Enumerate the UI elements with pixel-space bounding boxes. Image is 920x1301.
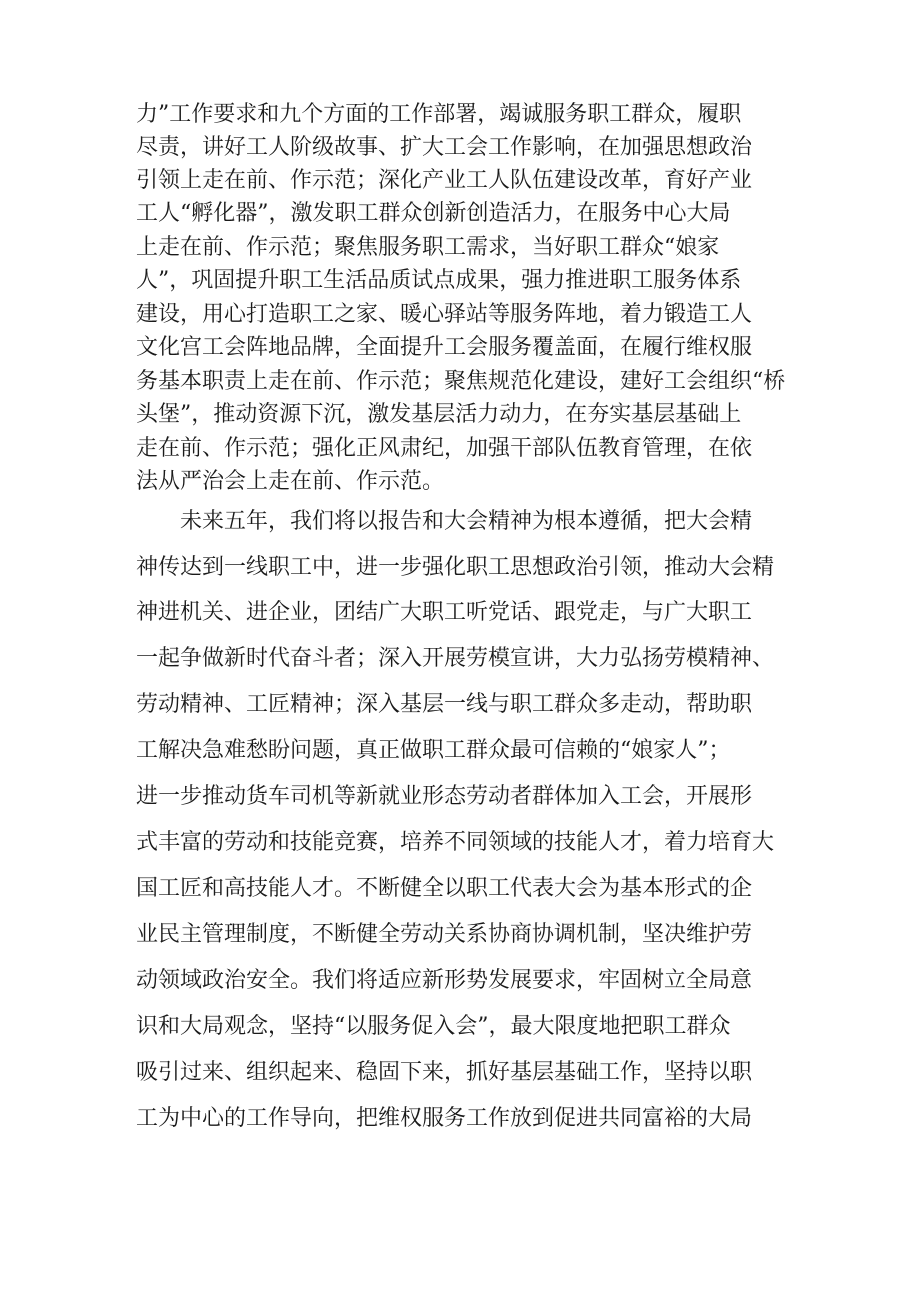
text-line: 引领上走在前、作示范；深化产业工人队伍建设改革，育好产业: [136, 168, 753, 193]
text-line: 业民主管理制度，不断健全劳动关系协商协调机制，坚决维护劳: [136, 922, 753, 947]
text-line: 上走在前、作示范；聚焦服务职工需求，当好职工群众“娘家: [136, 235, 720, 260]
text-line: 力”工作要求和九个方面的工作部署，竭诚服务职工群众，履职: [136, 102, 742, 127]
text-line: 识和大局观念，坚持“以服务促入会”，最大限度地把职工群众: [136, 1014, 731, 1039]
text-line: 神传达到一线职工中，进一步强化职工思想政治引领，推动大会精: [136, 555, 775, 580]
text-line: 建设，用心打造职工之家、暖心驿站等服务阵地，着力锻造工人: [136, 302, 753, 327]
text-line: 务基本职责上走在前、作示范；聚焦规范化建设，建好工会组织“桥: [136, 369, 786, 394]
text-line: 工人“孵化器”，激发职工群众创新创造活力，在服务中心大局: [136, 201, 731, 226]
text-line: 文化宫工会阵地品牌，全面提升工会服务覆盖面，在履行维权服: [136, 335, 753, 360]
text-line: 走在前、作示范；强化正风肃纪，加强干部队伍教育管理，在依: [136, 436, 753, 461]
text-line: 工解决急难愁盼问题，真正做职工群众最可信赖的“娘家人”；: [136, 738, 731, 763]
text-line: 动领域政治安全。我们将适应新形势发展要求，牢固树立全局意: [136, 968, 753, 993]
text-line: 法从严治会上走在前、作示范。: [136, 469, 445, 494]
text-line: 尽责，讲好工人阶级故事、扩大工会工作影响，在加强思想政治: [136, 135, 753, 160]
text-line: 式丰富的劳动和技能竞赛，培养不同领域的技能人才，着力培育大: [136, 830, 775, 855]
text-line: 吸引过来、组织起来、稳固下来，抓好基层基础工作，坚持以职: [136, 1060, 753, 1085]
text-line: 一起争做新时代奋斗者；深入开展劳模宣讲，大力弘扬劳模精神、: [136, 646, 775, 671]
text-line: 人”，巩固提升职工生活品质试点成果，强力推进职工服务体系: [136, 268, 742, 293]
text-line: 未来五年，我们将以报告和大会精神为根本遵循，把大会精: [180, 509, 753, 534]
text-line: 进一步推动货车司机等新就业形态劳动者群体加入工会，开展形: [136, 784, 753, 809]
text-line: 国工匠和高技能人才。不断健全以职工代表大会为基本形式的企: [136, 876, 753, 901]
text-line: 劳动精神、工匠精神；深入基层一线与职工群众多走动，帮助职: [136, 692, 753, 717]
text-line: 神进机关、进企业，团结广大职工听党话、跟党走，与广大职工: [136, 600, 753, 625]
text-line: 工为中心的工作导向，把维权服务工作放到促进共同富裕的大局: [136, 1106, 753, 1131]
text-line: 头堡”，推动资源下沉，激发基层活力动力，在夯实基层基础上: [136, 402, 742, 427]
